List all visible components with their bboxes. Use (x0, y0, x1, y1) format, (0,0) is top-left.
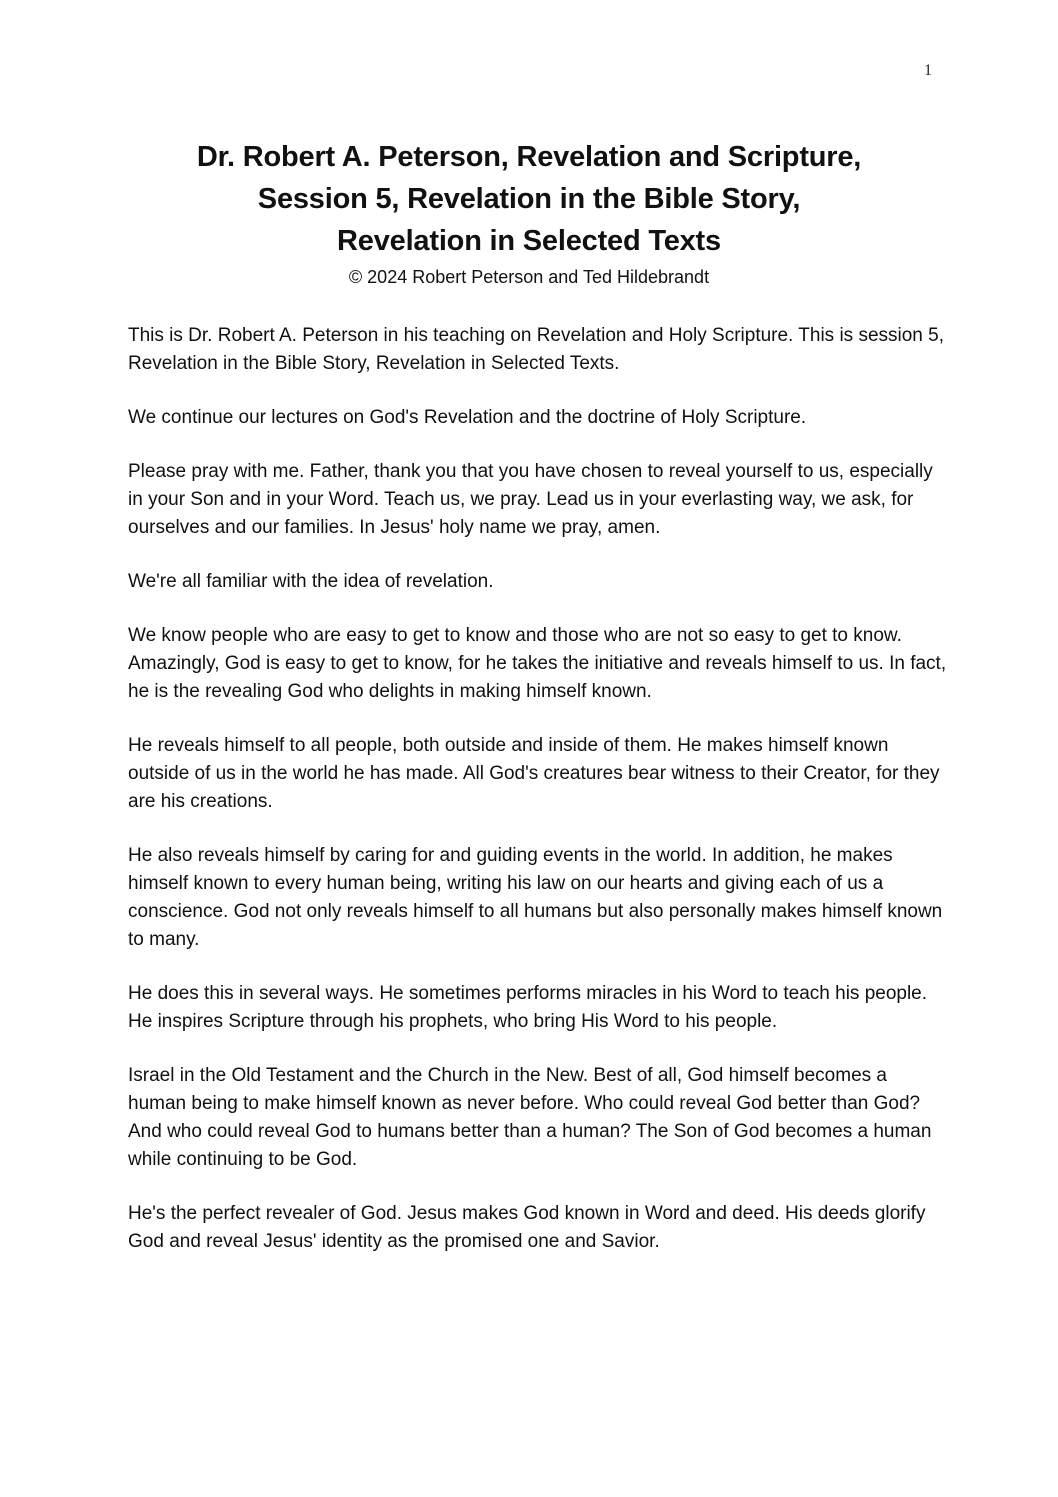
paragraph: He reveals himself to all people, both outside and inside of them. He makes himself known outside of us in the world he has made. All God's creatures bear witness to their Creator, for they are his creations. (128, 735, 940, 812)
page-number: 1 (924, 62, 932, 79)
paragraph: He does this in several ways. He sometimes performs miracles in his Word to teach his people. He inspires Scripture through his prophets, who bring His Word to his people. (128, 983, 928, 1032)
copyright-notice: © 2024 Robert Peterson and Ted Hildebrandt (348, 267, 710, 287)
paragraph: We know people who are easy to get to know and those who are not so easy to get to know. Amazingly, God is easy to get to know, for he takes the initiative and reveals himself to us. In fact, he is the revealing God who delights in making himself known. (128, 625, 947, 702)
paragraph: We're all familiar with the idea of revelation. (128, 571, 494, 592)
title-line: Dr. Robert A. Peterson, Revelation and Scripture, (196, 141, 862, 173)
title-line: Revelation in Selected Texts (337, 225, 721, 257)
document-body (128, 322, 948, 1282)
paragraph: We continue our lectures on God's Revelation and the doctrine of Holy Scripture. (128, 407, 807, 428)
paragraph: He's the perfect revealer of God. Jesus makes God known in Word and deed. His deeds glorify God and reveal Jesus' identity as the promised one and Savior. (128, 1203, 926, 1252)
title-line: Session 5, Revelation in the Bible Story, (257, 183, 801, 215)
paragraph: This is Dr. Robert A. Peterson in his teaching on Revelation and Holy Scripture. This is session 5, Revelation in the Bible Story, Revelation in Selected Texts. (128, 325, 944, 374)
document-title (100, 136, 958, 262)
paragraph: Please pray with me. Father, thank you that you have chosen to reveal yourself to us, especially in your Son and in your Word. Teach us, we pray. Lead us in your everlasting way, we ask, for ourselves and our families. In Jesus' holy name we pray, amen. (128, 461, 933, 538)
title-block (100, 136, 958, 290)
paragraph: He also reveals himself by caring for and guiding events in the world. In addition, he makes himself known to every human being, writing his law on our hearts and giving each of us a conscience. God not only reveals himself to all humans but also personally makes himself known to many. (128, 845, 943, 950)
paragraph: Israel in the Old Testament and the Church in the New. Best of all, God himself becomes a human being to make himself known as never before. Who could reveal God better than God? And who could reveal God to humans better than a human? The Son of God becomes a human while continuing to be God. (128, 1065, 932, 1170)
